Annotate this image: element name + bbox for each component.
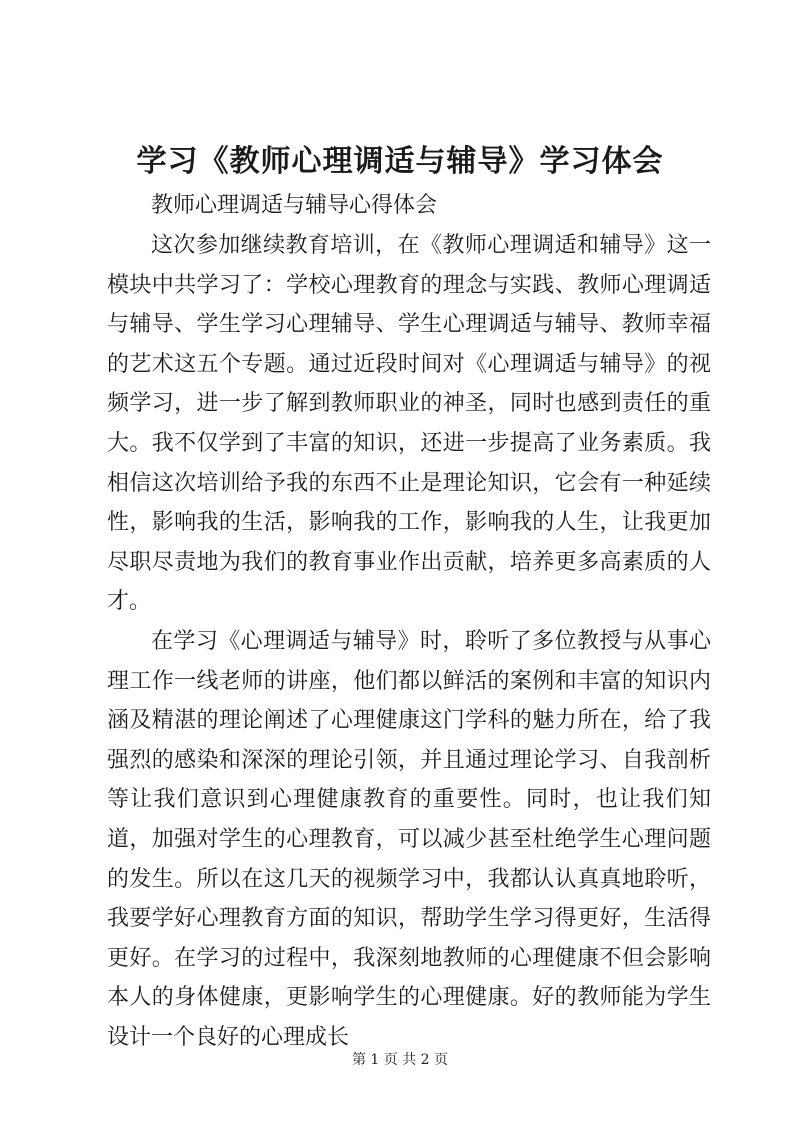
document-title: 学习《教师心理调适与辅导》学习体会 bbox=[136, 144, 664, 179]
page-footer: 第 1 页 共 2 页 bbox=[351, 1052, 449, 1068]
document-body bbox=[107, 186, 711, 1057]
paragraph-1: 这次参加继续教育培训，在《教师心理调适和辅导》这一模块中共学习了：学校心理教育的理念与实践、教师心理调适与辅导、学生学习心理辅导、学生心理调适与辅导、教师幸福的艺术这五个专题。通过近段时间对《心理调适与辅导》的视频学习，进一步了解到教师职业的神圣，同时也感到责任的重大。我不仅学到了丰富的知识，还进一步提高了业务素质。我相信这次培训给予我的东西不止是理论知识，它会有一种延续性，影响我的生活，影响我的工作，影响我的人生，让我更加尽职尽责地为我们的教育事业作出贡献，培养更多高素质的人才。 bbox=[107, 233, 711, 615]
document-subtitle: 教师心理调适与辅导心得体会 bbox=[151, 193, 438, 218]
paragraph-2: 在学习《心理调适与辅导》时，聆听了多位教授与从事心理工作一线老师的讲座，他们都以鲜活的案例和丰富的知识内涵及精湛的理论阐述了心理健康这门学科的魅力所在，给了我强烈的感染和深深的理论引领，并且通过理论学习、自我剖析等让我们意识到心理健康教育的重要性。同时，也让我们知道，加强对学生的心理教育，可以减少甚至杜绝学生心理问题的发生。所以在这几天的视频学习中，我都认认真真地聆听，我要学好心理教育方面的知识，帮助学生学习得更好，生活得更好。在学习的过程中，我深刻地教师的心理健康不但会影响本人的身体健康，更影响学生的心理健康。好的教师能为学生设计一个良好的心理成长 bbox=[107, 628, 711, 1050]
